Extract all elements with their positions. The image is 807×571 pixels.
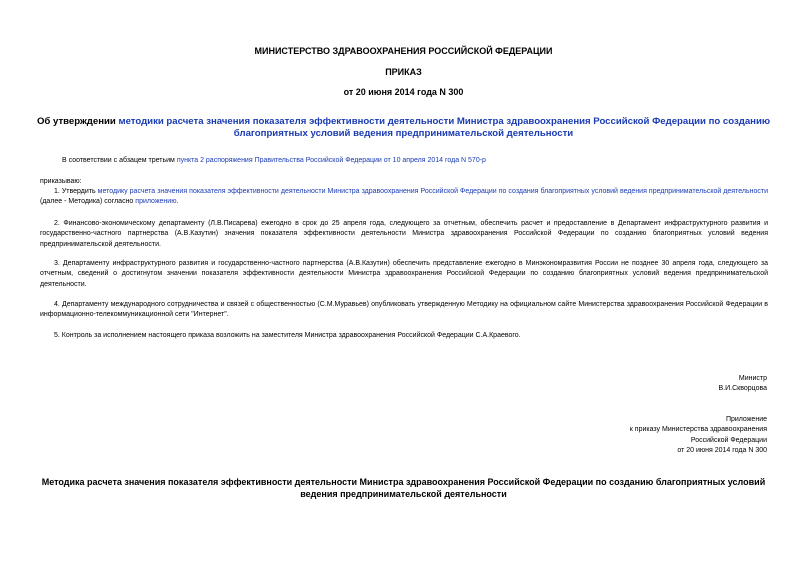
item1-middle: (далее - Методика) согласно [40,198,136,206]
preamble-prefix: В соответствии с абзацем третьим [62,157,177,164]
signature-name: В.И.Скворцова [718,385,767,393]
signature-block [719,374,768,395]
doc-type-heading: ПРИКАЗ [385,67,422,77]
item1-prefix: 1. Утвердить [54,188,98,195]
signature-position: Министр [738,375,767,382]
item-4: 4. Департаменту международного сотрудничества и связей с общественностью (С.М.Муравьев) опубликовать утвержденную Методику на официальном сайте Министерства здравоохранения Российской Федерации в информационно-телекоммуникационной сети "Интернет". [40,301,768,319]
item1-end: . [176,198,179,206]
preamble [62,156,772,166]
item-3: 3. Департаменту инфраструктурного развития и государственно-частного партнерства (А.В.Казутин) обеспечить представление ежегодно в Минэкономразвития России не позднее 30 апреля года, следующего за отчетным, сведений о достигнутом значении показателя эффективности деятельности Министра здравоохранения Российской Федерации по созданию благоприятных условий ведения предпринимательской деятельности. [40,260,768,288]
methodology-title [0,477,807,500]
appendix-label: Приложение [725,416,767,423]
item-1 [40,187,768,208]
appendix-line1: к приказу Министерства здравоохранения [629,426,767,434]
title-link-methodology-cont[interactable]: благоприятных условий ведения предпринимательской деятельности [233,128,574,139]
ministry-heading: МИНИСТЕРСТВО ЗДРАВООХРАНЕНИЯ РОССИЙСКОЙ ФЕДЕРАЦИИ [254,46,553,56]
preamble-link-decree[interactable]: пункта 2 распоряжения Правительства Российской Федерации от 10 апреля 2014 года N 570-р [176,157,486,164]
item1-link-methodology[interactable]: методику расчета значения показателя эффективности деятельности Министра здравоохранения Российской Федерации по создания благоприятных условий ведения предпринимательской деятельности [97,188,768,195]
appendix-block [630,415,767,457]
title-prefix: Об утверждении [36,116,119,127]
item-5: 5. Контроль за исполнением настоящего приказа возложить на заместителя Министра здравоохранения Российской Федерации С.А.Краевого. [54,332,521,339]
appendix-line2: Российской Федерации [690,436,767,444]
item-2: 2. Финансово-экономическому департаменту (Л.В.Писарева) ежегодно в срок до 25 апреля года, следующего за отчетным, обеспечить расчет и предоставление в Департамент инфраструктурного развития и государственно-частного партнерства (А.В.Казутин) значения показателя эффективности деятельности Министра здравоохранения Российской Федерации по созданию благоприятных условий ведения предпринимательской деятельности. [40,220,768,248]
methodology-title-line2: ведения предпринимательской деятельности [300,488,507,499]
item1-link-appendix[interactable]: приложению [135,198,177,206]
appendix-line3: от 20 июня 2014 года N 300 [677,447,767,455]
date-number-heading: от 20 июня 2014 года N 300 [343,87,464,97]
order-title [0,116,807,140]
title-link-methodology[interactable]: методики расчета значения показателя эффективности деятельности Министра здравоохранения Российской Федерации по созданию [118,116,771,127]
methodology-title-line1: Методика расчета значения показателя эффективности деятельности Министра здравоохранения Российской Федерации по созданию благоприятных условий [41,477,766,487]
order-word: приказываю: [40,178,82,185]
